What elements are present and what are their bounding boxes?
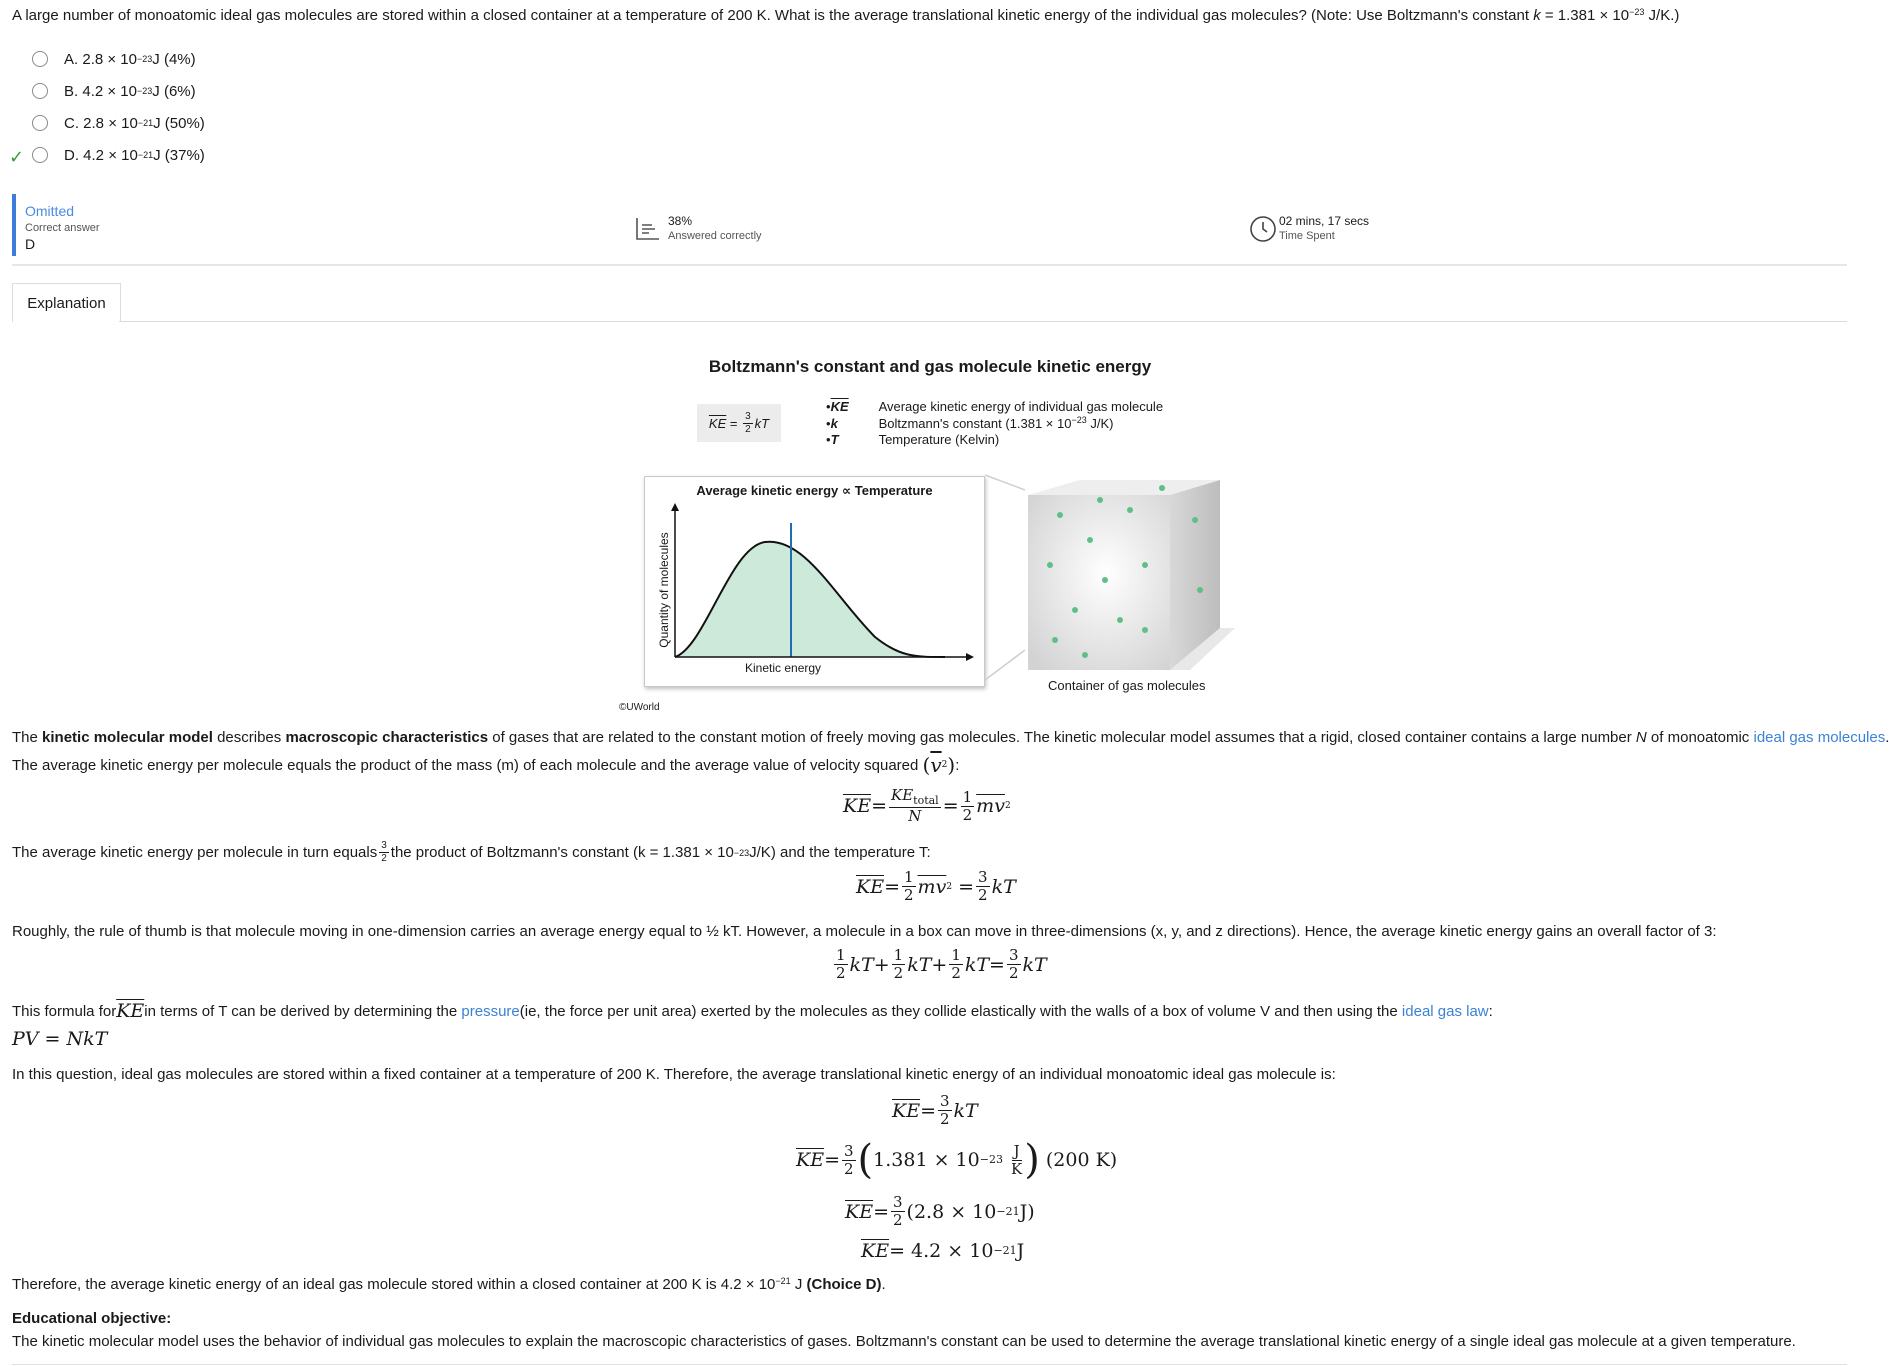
distribution-curve bbox=[645, 477, 984, 686]
pressure-link[interactable]: pressure bbox=[461, 1002, 520, 1020]
y-axis-label: Quantity of molecules bbox=[657, 532, 671, 648]
clock-icon bbox=[1249, 215, 1277, 247]
figure-title: Boltzmann's constant and gas molecule kinetic energy bbox=[708, 357, 1152, 376]
radio-button[interactable] bbox=[32, 115, 48, 131]
status-omitted: Omitted bbox=[25, 203, 75, 219]
gas-container-cube bbox=[980, 470, 1250, 690]
equation-5: $\overline{KE}$ = $\frac{3}{2}$ ( 1.381 × 10 −23 $\frac{J}{K}$ ) (200 K) bbox=[796, 1137, 1118, 1183]
percent-correct: 38% bbox=[668, 214, 693, 228]
equation-6: $\overline{KE}$ = $\frac{3}{2}$ (2.8 × 10 −21 J) bbox=[845, 1193, 1035, 1229]
container-label: Container of gas molecules bbox=[1048, 678, 1206, 693]
figure-legend bbox=[826, 399, 1163, 449]
time-spent: 02 mins, 17 secs bbox=[1279, 214, 1370, 228]
equation-1: $\overline{KE}$ = $\frac{KE_{total}}{N}$ = $\frac{1}{2}$ $\overline{mv}$ 2 bbox=[843, 786, 1011, 825]
answer-option-b[interactable]: B. 4.2 × 10 −23 J (6%) bbox=[32, 80, 196, 102]
formula-box: $\overline{KE}$ = $\frac{3}{2}$ kT bbox=[697, 404, 781, 442]
correct-answer-value: D bbox=[25, 236, 36, 252]
ideal-gas-molecules-link[interactable]: ideal gas molecules bbox=[1753, 729, 1886, 746]
status-accent-bar bbox=[12, 194, 16, 256]
correct-check-icon: ✓ bbox=[9, 147, 25, 167]
bottom-divider bbox=[12, 1364, 1847, 1365]
legend-item: $•\overline{KE}$ Average kinetic energy of individual gas molecule bbox=[826, 399, 1164, 414]
objective-title: Educational objective: bbox=[12, 1310, 172, 1327]
question-text: A large number of monoatomic ideal gas molecules are stored within a closed container at a temperature of 200 K. What is the average translational kinetic energy of the individual gas molecules? (Note: Use Boltzmann's constant $k = 1.381 \times 10^{-23}$ J/K.) bbox=[12, 7, 1680, 24]
paragraph-2: The average kinetic energy per molecule equals the product of the mass (m) of each molecule and the average value of velocity squared $(\overline{v}^2)$ : bbox=[12, 753, 960, 777]
equation-final: $\overline{KE}$ = 4.2 × 10 −21 J bbox=[861, 1240, 1025, 1262]
paragraph-5: This formula for $\overline{KE}$ in terms of T can be derived by determining the pressure (ie, the force per unit area) exerted by the molecules as they collide elastically with the walls of a box of volume V and then using the ideal gas law : bbox=[12, 1000, 1493, 1022]
radio-button[interactable] bbox=[32, 83, 48, 99]
paragraph-6: In this question, ideal gas molecules are stored within a fixed container at a temperature of 200 K. Therefore, the average translational kinetic energy of an individual monoatomic ideal gas molecule is: bbox=[12, 1066, 1336, 1083]
radio-button[interactable] bbox=[32, 147, 48, 163]
ideal-gas-law-equation: PV = NkT bbox=[12, 1028, 108, 1050]
tab-explanation[interactable]: Explanation bbox=[12, 283, 121, 322]
answer-option-d[interactable]: D. 4.2 × 10 −21 J (37%) bbox=[32, 144, 205, 166]
stats-bar bbox=[12, 190, 1847, 266]
time-spent-label: Time Spent bbox=[1279, 230, 1335, 242]
paragraph-7: Therefore, the average kinetic energy of an ideal gas molecule stored within a closed container at 200 K is $4.2 \times 10^{-21}$ J (Choice D). bbox=[12, 1276, 886, 1293]
paragraph-3: The average kinetic energy per molecule in turn equals $\frac{3}{2}$ the product of Boltzmann's constant (k = 1.381 × 10 −23 J/K) and the temperature T: bbox=[12, 840, 931, 864]
answer-option-a[interactable]: A. 2.8 × 10 −23 J (4%) bbox=[32, 48, 196, 70]
tab-divider bbox=[119, 321, 1847, 322]
graph-title: Average kinetic energy ∝ Temperature bbox=[696, 483, 933, 498]
equation-2: $\overline{KE}$ = $\frac{1}{2}$ $\overline{mv}$ 2 = $\frac{3}{2}$ kT bbox=[856, 868, 1016, 904]
paragraph-4: Roughly, the rule of thumb is that molecule moving in one-dimension carries an average energy equal to ½ kT. However, a molecule in a box can move in three-dimensions (x, y, and z directions). Hence, the average kinetic energy gains an overall factor of 3: bbox=[12, 923, 1717, 940]
correct-answer-label: Correct answer bbox=[25, 222, 100, 234]
paragraph-1: The kinetic molecular model describes macroscopic characteristics of gases that are related to the constant motion of freely moving gas molecules. The kinetic molecular model assumes that a rigid, closed container contains a large number N of monoatomic ideal gas molecules. bbox=[12, 729, 1889, 746]
ideal-gas-law-link[interactable]: ideal gas law bbox=[1401, 1002, 1489, 1020]
equation-4: $\overline{KE}$ = $\frac{3}{2}$ kT bbox=[892, 1092, 978, 1128]
radio-button[interactable] bbox=[32, 51, 48, 67]
objective-text: The kinetic molecular model uses the behavior of individual gas molecules to explain the macroscopic characteristics of gases. Boltzmann's constant can be used to determine the average translational kinetic energy of a single ideal gas molecule at a given temperature. bbox=[12, 1333, 1796, 1350]
percent-correct-label: Answered correctly bbox=[668, 230, 762, 242]
x-axis-label: Kinetic energy bbox=[745, 661, 822, 675]
copyright: ©UWorld bbox=[619, 702, 660, 713]
energy-distribution-graph bbox=[644, 476, 985, 687]
answer-option-c[interactable]: C. 2.8 × 10 −21 J (50%) bbox=[32, 112, 205, 134]
equation-3: $\frac{1}{2}$ kT + $\frac{1}{2}$ kT + $\frac{1}{2}$ kT = $\frac{3}{2}$ kT bbox=[836, 946, 1047, 982]
legend-item: •T Temperature (Kelvin) bbox=[826, 432, 1000, 447]
stats-chart-icon bbox=[635, 216, 661, 246]
legend-item: •k Boltzmann's constant ($1.381 \times 10^{-23}$ J/K) bbox=[826, 414, 1114, 431]
